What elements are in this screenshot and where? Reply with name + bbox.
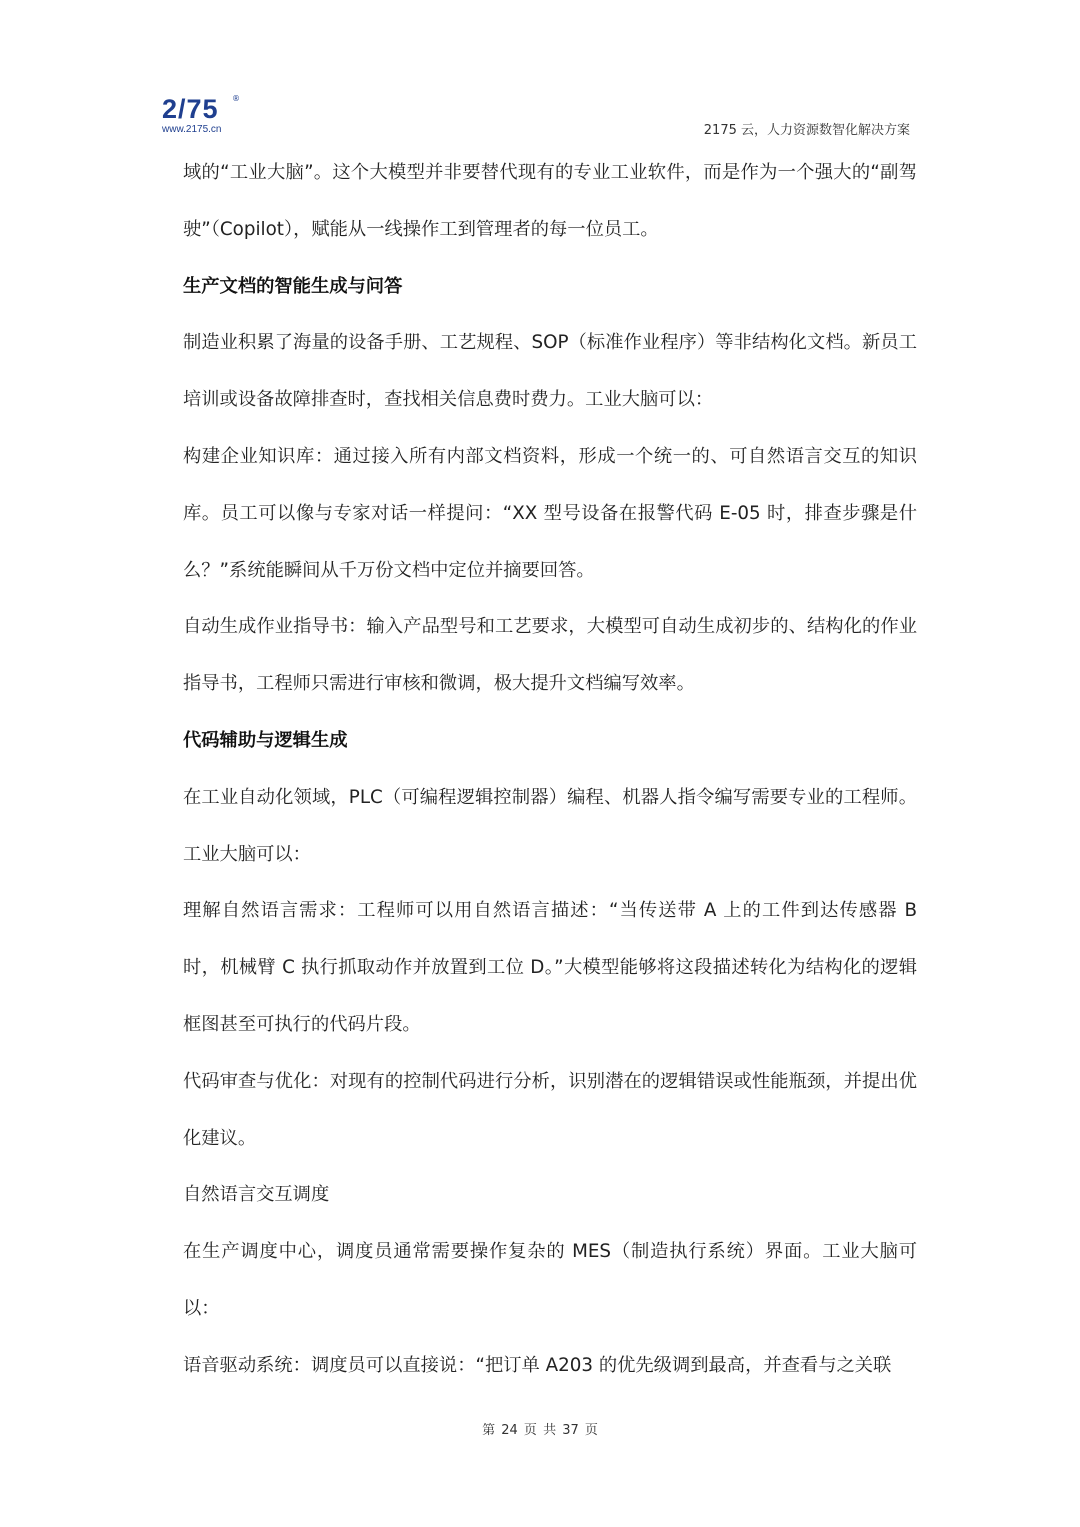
document-body [183, 145, 917, 1395]
subheading-nl-scheduling: 自然语言交互调度 [183, 1184, 330, 1206]
paragraph-code-review: 代码审查与优化：对现有的控制代码进行分析，识别潜在的逻辑错误或性能瓶颈，并提出优化建议。 [183, 1070, 917, 1149]
paragraph-natural-language-req: 理解自然语言需求：工程师可以用自然语言描述：“当传送带 A 上的工件到达传感器 B 时，机械臂 C 执行抓取动作并放置到工位 D。”大模型能够将这段描述转化为结构化的逻辑框图甚至可执行的代码片段。 [183, 900, 917, 1035]
paragraph-voice-driven: 语音驱动系统：调度员可以直接说：“把订单 A203 的优先级调到最高，并查看与之关联 [183, 1354, 892, 1376]
logo-url: www.2175.cn [162, 124, 222, 135]
logo-registered-mark: ® [232, 94, 240, 103]
section-heading-document-qa: 生产文档的智能生成与问答 [183, 275, 403, 297]
logo-text: 2/75 [162, 94, 219, 124]
paragraph-scheduling-intro: 在生产调度中心，调度员通常需要操作复杂的 MES（制造执行系统）界面。工业大脑可以： [183, 1241, 917, 1319]
paragraph-knowledge-base: 构建企业知识库：通过接入所有内部文档资料，形成一个统一的、可自然语言交互的知识库。员工可以像与专家对话一样提问：“XX 型号设备在报警代码 E-05 时，排查步骤是什么？”系统能瞬间从千万份文档中定位并摘要回答。 [183, 445, 917, 581]
company-logo [162, 95, 252, 139]
paragraph-continuation: 域的“工业大脑”。这个大模型并非要替代现有的专业工业软件，而是作为一个强大的“副驾驶”（Copilot），赋能从一线操作工到管理者的每一位员工。 [183, 162, 917, 240]
paragraph-document-intro: 制造业积累了海量的设备手册、工艺规程、SOP（标准作业程序）等非结构化文档。新员工培训或设备故障排查时，查找相关信息费时费力。工业大脑可以： [183, 332, 917, 411]
paragraph-work-instructions: 自动生成作业指导书：输入产品型号和工艺要求，大模型可自动生成初步的、结构化的作业指导书，工程师只需进行审核和微调，极大提升文档编写效率。 [183, 616, 917, 695]
section-heading-code-assist: 代码辅助与逻辑生成 [183, 729, 348, 751]
paragraph-automation-intro: 在工业自动化领域，PLC（可编程逻辑控制器）编程、机器人指令编写需要专业的工程师。工业大脑可以： [183, 786, 917, 865]
page-number: 第 24 页 共 37 页 [482, 1423, 598, 1438]
header-tagline: 2175 云，人力资源数智化解决方案 [703, 123, 910, 138]
